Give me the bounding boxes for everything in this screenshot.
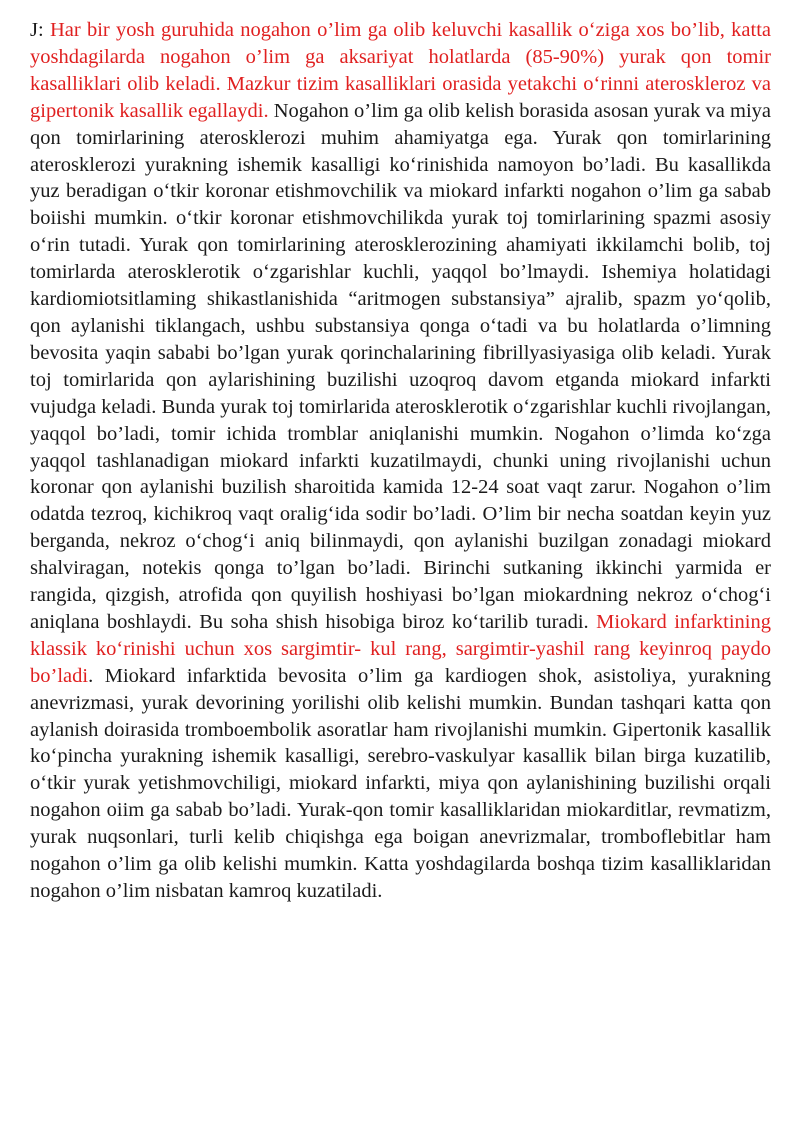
paragraph-prefix: J:: [30, 19, 50, 41]
body-text-2: . Miokard infarktida bevosita o’lim ga kardiogen shok, asistoliya, yurakning anevrizmasi, yurak devorining yorilishi olib kelishi mumkin. Bundan tashqari katta qon aylanish doirasida tromboembolik asoratlar ham rivojlanishi mumkin. Gipertonik kasallik ko‘pincha yurakning ishemik kasalligi, serebro-vaskulyar kasallik bilan birga kuzatilib, o‘tkir yurak yetishmovchiligi, miokard infarkti, miya qon aylanishining buzilishi orqali nogahon oiim ga sabab bo’ladi. Yurak-qon tomir kasalliklaridan miokarditlar, revmatizm, yurak nuqsonlari, turli kelib chiqishga ega boigan anevrizmalar, tromboflebitlar ham nogahon o’lim ga olib kelishi mumkin. Katta yoshdagilarda boshqa tizim kasalliklaridan nogahon o’lim nisbatan kamroq kuzatiladi.: [30, 664, 771, 902]
body-text-1: Nogahon o’lim ga olib kelish borasida asosan yurak va miya qon tomirlarining aterosklerozi muhim ahamiyatga ega. Yurak qon tomirlarining aterosklerozi yurakning ishemik kasalligi ko‘rinishida namoyon bo’ladi. Bu kasallikda yuz beradigan o‘tkir koronar etishmovchilik va miokard infarkti nogahon o’lim ga sabab boiishi mumkin. o‘tkir koronar etishmovchilikda yurak toj tomirlarining spazmi asosiy o‘rin tutadi. Yurak qon tomirlarining aterosklerozining ahamiyati ikkilamchi bolib, toj tomirlarda aterosklerotik o‘zgarishlar kuchli, yaqqol bo’lmaydi. Ishemiya holatidagi kardiomiotsitlaming shikastlanishida “aritmogen substansiya” ajralib, spazm yo‘qolib, qon aylanishi tiklangach, ushbu substansiya qonga o‘tadi va bu holatlarda o’limning bevosita yaqin sababi bo’lgan yurak qorinchalarining fibrillyasiyasiga olib keladi. Yurak toj tomirlarida qon aylarishining buzilishi uzoqroq davom etganda miokard infarkti vujudga keladi. Bunda yurak toj tomirlarida aterosklerotik o‘zgarishlar kuchli rivojlangan, yaqqol bo’ladi, tomir ichida tromblar aniqlanishi mumkin. Nogahon o’limda ko‘zga yaqqol tashlanadigan miokard infarkti kuzatilmaydi, chunki uning rivojlanishi uchun koronar qon aylanishi buzilish sharoitida kamida 12-24 soat vaqt zarur. Nogahon o’lim odatda tezroq, kichikroq vaqt oralig‘ida sodir bo’ladi. O’lim bir necha soatdan keyin yuz berganda, nekroz o‘chog‘i aniq bilinmaydi, qon aylanishi buzilgan zonadagi miokard shalviragan, notekis qonga to’lgan bo’ladi. Birinchi sutkaning ikkinchi yarmida er rangida, qizgish, atrofida qon quyilish hoshiyasi bo’lgan miokardning nekroz o‘chog‘i aniqlana boshlaydi. Bu soha shish hisobiga biroz ko‘tarilib turadi.: [30, 99, 771, 633]
highlighted-infarct-note: Miokard infarktining klassik ko‘rinishi uchun xos sargimtir- kul rang, sargimtir-yashil rang keyinroq paydo bo’ladi: [30, 610, 771, 687]
document-body: [30, 17, 771, 905]
highlighted-intro: Har bir yosh guruhida nogahon o’lim ga olib keluvchi kasallik o‘ziga xos bo’lib, katta yoshdagilarda nogahon o’lim ga aksariyat holatlarda (85-90%) yurak qon tomir kasalliklari olib keladi. Mazkur tizim kasalliklari orasida yetakchi o‘rinni ateroskleroz va gipertonik kasallik egallaydi.: [30, 19, 771, 122]
main-paragraph: [30, 17, 771, 905]
